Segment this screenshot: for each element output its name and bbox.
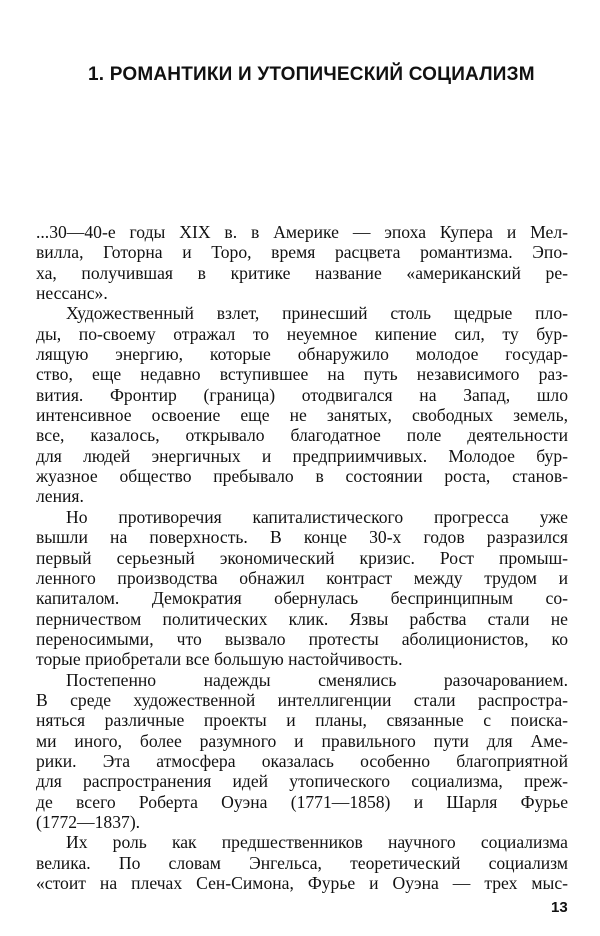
text-line: перничеством политических клик. Язвы рабства стали не bbox=[36, 608, 568, 629]
chapter-title: 1. РОМАНТИКИ И УТОПИЧЕСКИЙ СОЦИАЛИЗМ bbox=[88, 64, 535, 85]
text-line: (1772—1837). bbox=[36, 811, 141, 832]
text-line: ды, по-своему отражал то неуемное кипение сил, ту бур- bbox=[36, 323, 568, 344]
text-line: для распространения идей утопического социализма, преж- bbox=[36, 771, 568, 792]
paragraph bbox=[36, 670, 568, 833]
text-line: Их роль как предшественников научного социализма bbox=[66, 832, 568, 853]
text-line: ленного производства обнажил контраст между трудом и bbox=[36, 567, 568, 588]
text-line: переносимыми, что вызвало протесты аболиционистов, ко bbox=[36, 628, 568, 649]
text-line: де всего Роберта Оуэна (1771—1858) и Шарля Фурье bbox=[36, 791, 568, 812]
text-line: вилла, Готорна и Торо, время расцвета романтизма. Эпо- bbox=[36, 242, 568, 263]
text-line: все, казалось, открывало благодатное поле деятельности bbox=[36, 425, 568, 446]
body-text bbox=[36, 222, 568, 893]
text-line: «стоит на плечах Сен-Симона, Фурье и Оуэна — трех мыс- bbox=[36, 873, 568, 893]
text-line: первый серьезный экономический кризис. Рост промыш- bbox=[36, 547, 568, 568]
text-line: рики. Эта атмосфера оказалась особенно благоприятной bbox=[36, 750, 568, 771]
text-line: для людей энергичных и предприимчивых. Молодое бур- bbox=[36, 445, 568, 466]
page-number: 13 bbox=[551, 899, 568, 916]
text-line: няться различные проекты и планы, связанные с поиска- bbox=[36, 710, 568, 731]
text-line: жуазное общество пребывало в состоянии роста, станов- bbox=[36, 466, 568, 487]
text-line: В среде художественной интеллигенции стали распростра- bbox=[36, 689, 568, 710]
text-line: велика. По словам Энгельса, теоретический социализм bbox=[36, 852, 568, 873]
paragraph bbox=[36, 222, 568, 303]
text-line: вышли на поверхность. В конце 30-х годов разразился bbox=[36, 527, 568, 548]
text-line: ми иного, более разумного и правильного пути для Аме- bbox=[36, 730, 568, 751]
text-line: вития. Фронтир (граница) отодвигался на Запад, шло bbox=[36, 384, 568, 405]
text-line: ...30—40-е годы XIX в. в Америке — эпоха Купера и Мел- bbox=[36, 222, 568, 242]
text-line: капиталом. Демократия обернулась беспринципным со- bbox=[36, 588, 568, 609]
text-line: ха, получившая в критике название «американский ре- bbox=[36, 262, 568, 283]
text-line: лящую энергию, которые обнаружило молодое государ- bbox=[36, 344, 568, 365]
paragraph bbox=[36, 303, 568, 506]
paragraph bbox=[36, 507, 568, 670]
text-line: Но противоречия капиталистического прогресса уже bbox=[66, 506, 568, 527]
text-line: торые приобретали все большую настойчивость. bbox=[36, 649, 403, 670]
text-line: Постепенно надежды сменялись разочарованием. bbox=[66, 669, 568, 690]
paragraph bbox=[36, 832, 568, 893]
text-line: Художественный взлет, принесший столь щедрые пло- bbox=[66, 303, 568, 324]
text-line: ления. bbox=[36, 486, 84, 507]
text-line: нессанс». bbox=[36, 283, 108, 304]
text-line: интенсивное освоение еще не занятых, свободных земель, bbox=[36, 405, 568, 426]
text-line: ство, еще недавно вступившее на путь независимого раз- bbox=[36, 364, 568, 385]
